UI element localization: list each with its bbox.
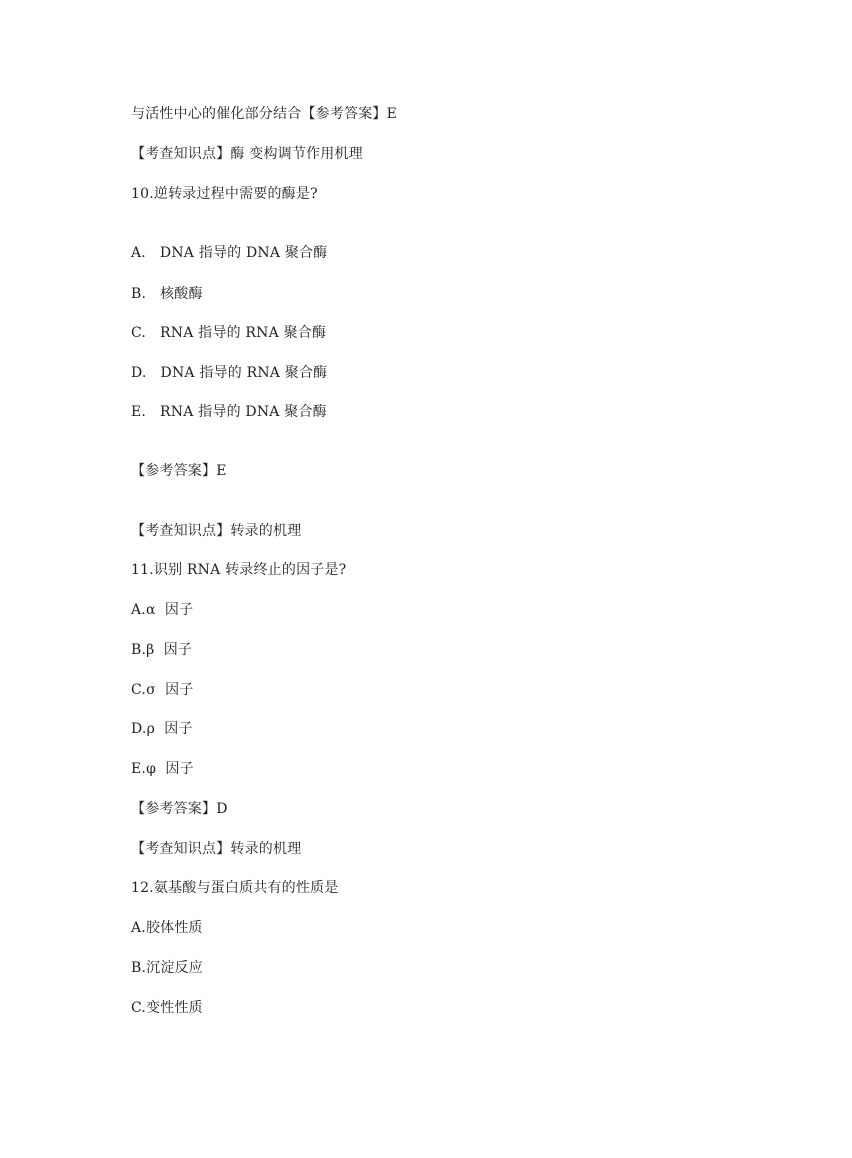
question-10-answer: 【参考答案】E	[131, 463, 227, 479]
text-line-knowledge-9: 【考查知识点】酶 变构调节作用机理	[131, 146, 363, 162]
question-10-knowledge: 【考查知识点】转录的机理	[131, 523, 302, 539]
question-11-option-b: B.β 因子	[131, 642, 193, 658]
question-10-option-a: A. DNA 指导的 DNA 聚合酶	[131, 245, 328, 261]
question-11-option-a: A.α 因子	[131, 602, 194, 618]
question-10-option-b: B. 核酸酶	[131, 286, 203, 302]
question-12-option-a: A.胶体性质	[131, 920, 203, 936]
question-12-option-c: C.变性性质	[131, 1000, 203, 1016]
question-11-option-c: C.σ 因子	[131, 682, 194, 698]
question-11-option-e: E.φ 因子	[131, 761, 194, 777]
question-10-option-e: E. RNA 指导的 DNA 聚合酶	[131, 404, 327, 420]
question-11-answer: 【参考答案】D	[131, 801, 228, 817]
question-10-title: 10.逆转录过程中需要的酶是?	[131, 186, 318, 202]
question-11-knowledge: 【考查知识点】转录的机理	[131, 841, 302, 857]
question-12-option-b: B.沉淀反应	[131, 960, 203, 976]
question-10-option-c: C. RNA 指导的 RNA 聚合酶	[131, 325, 327, 341]
text-line-answer-9: 与活性中心的催化部分结合【参考答案】E	[131, 106, 398, 122]
question-11-option-d: D.ρ 因子	[131, 721, 193, 737]
question-10-option-d: D. DNA 指导的 RNA 聚合酶	[131, 365, 328, 381]
question-12-title: 12.氨基酸与蛋白质共有的性质是	[131, 880, 339, 896]
question-11-title: 11.识别 RNA 转录终止的因子是?	[131, 562, 347, 578]
